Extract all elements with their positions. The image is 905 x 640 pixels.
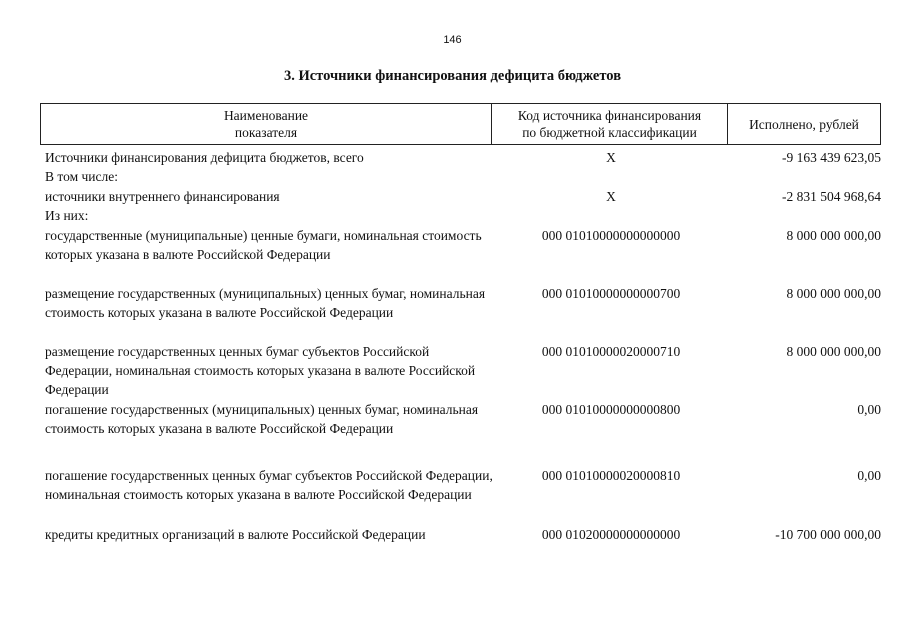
row-amount: 8 000 000 000,00	[786, 344, 881, 359]
table-row	[45, 284, 881, 320]
row-code: 000 01010000000000800	[541, 402, 681, 417]
row-name: погашение государственных (муниципальных) ценных бумаг, номинальная стоимость которых указана в валюте Российской Федерации	[45, 402, 479, 436]
header-name: Наименование показателя	[223, 108, 309, 140]
row-code: 000 01020000000000000	[541, 527, 681, 542]
row-name: Источники финансирования дефицита бюджетов, всего	[45, 150, 364, 165]
row-amount: 0,00	[857, 402, 881, 417]
table-row	[45, 187, 881, 207]
row-amount: 0,00	[857, 468, 881, 483]
table-row	[45, 466, 881, 502]
table-row	[45, 400, 881, 436]
row-name: размещение государственных ценных бумаг субъектов Российской Федерации, номинальная стоимость которых указана в валюте Российской Федерации	[45, 344, 476, 397]
page-number: 146	[443, 34, 462, 46]
section-title: 3. Источники финансирования дефицита бюджетов	[283, 68, 622, 84]
table-header	[40, 103, 881, 145]
table-row	[45, 226, 881, 262]
row-amount: 8 000 000 000,00	[786, 228, 881, 243]
row-code: 000 01010000000000700	[541, 286, 681, 301]
row-amount: -2 831 504 968,64	[782, 189, 881, 204]
row-name: источники внутреннего финансирования	[45, 189, 280, 204]
row-amount: -9 163 439 623,05	[782, 150, 881, 165]
row-code: X	[606, 150, 616, 165]
table-row	[45, 167, 881, 187]
header-amount: Исполнено, рублей	[727, 104, 880, 144]
table-row	[45, 342, 881, 397]
table-row	[45, 148, 881, 168]
row-code: X	[606, 189, 616, 204]
row-name: Из них:	[45, 208, 89, 223]
table-row	[45, 525, 881, 545]
row-name: государственные (муниципальные) ценные бумаги, номинальная стоимость которых указана в валюте Российской Федерации	[45, 228, 482, 262]
row-amount: -10 700 000 000,00	[775, 527, 881, 542]
row-name: кредиты кредитных организаций в валюте Российской Федерации	[45, 527, 426, 542]
row-amount: 8 000 000 000,00	[786, 286, 881, 301]
table-row	[45, 206, 881, 226]
row-code: 000 01010000020000710	[541, 344, 681, 359]
row-name: размещение государственных (муниципальных) ценных бумаг, номинальная стоимость которых указана в валюте Российской Федерации	[45, 286, 486, 320]
row-name: погашение государственных ценных бумаг субъектов Российской Федерации, номинальная стоимость которых указана в валюте Российской Федерации	[45, 468, 493, 502]
row-name: В том числе:	[45, 169, 118, 184]
row-code: 000 01010000020000810	[541, 468, 681, 483]
row-code: 000 01010000000000000	[541, 228, 681, 243]
header-code: Код источника финансирования по бюджетной классификации	[491, 104, 727, 144]
